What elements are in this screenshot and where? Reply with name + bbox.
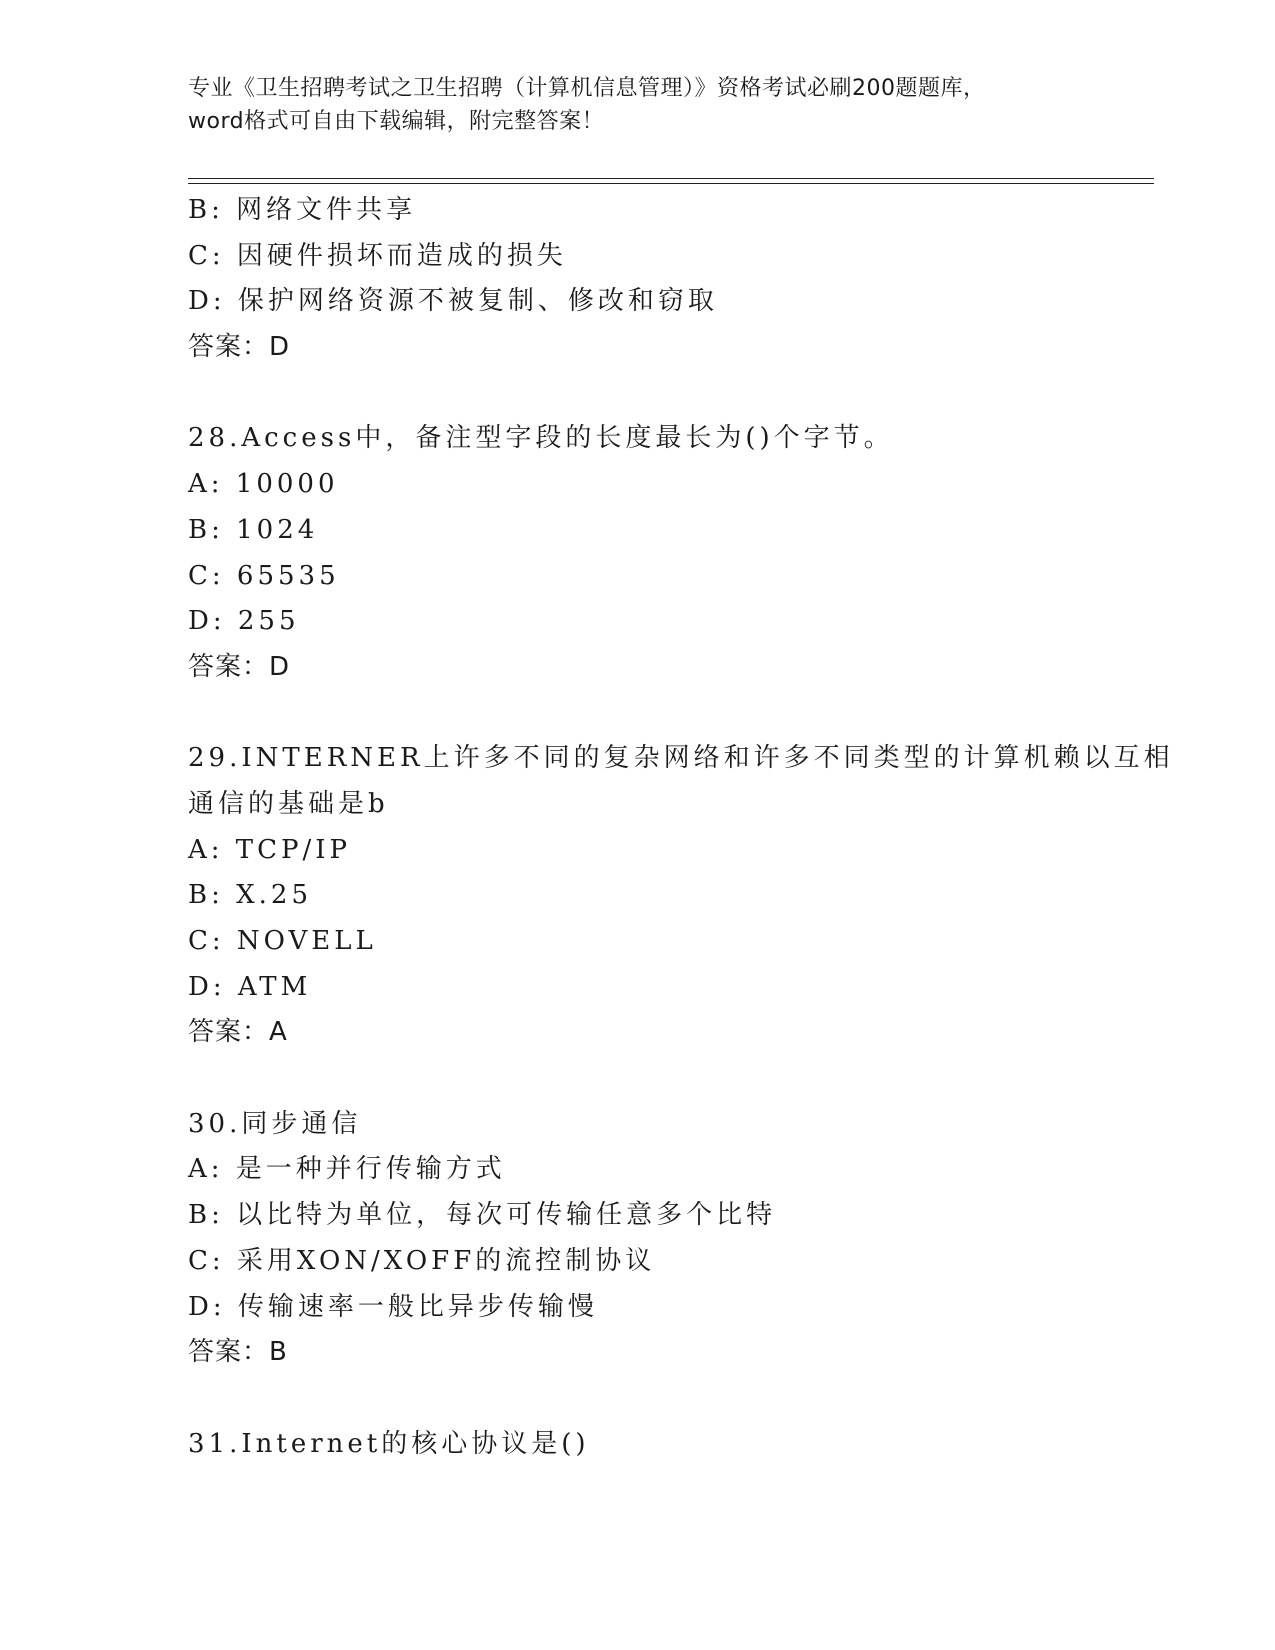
answer: 答案：D <box>188 332 291 363</box>
question-27-continuation <box>188 188 1154 371</box>
option-d: D: 保护网络资源不被复制、修改和窃取 <box>188 286 718 317</box>
header-line-1: 专业《卫生招聘考试之卫生招聘（计算机信息管理）》资格考试必刷200题题库， <box>188 76 986 101</box>
option-d: D: ATM <box>188 971 312 1002</box>
question-31 <box>188 1422 1154 1468</box>
question-29 <box>188 736 1174 1056</box>
question-30 <box>188 1102 1154 1376</box>
answer: 答案：B <box>188 1337 288 1368</box>
option-d: D: 255 <box>188 606 300 637</box>
option-b: B: 1024 <box>188 514 319 545</box>
option-b: B: 以比特为单位，每次可传输任意多个比特 <box>188 1200 777 1231</box>
option-d: D: 传输速率一般比异步传输慢 <box>188 1291 598 1322</box>
option-c: C: NOVELL <box>188 926 377 956</box>
header-rule-top <box>188 178 1154 179</box>
option-a: A: TCP/IP <box>188 834 352 865</box>
spacer <box>188 1376 1154 1422</box>
option-c: C: 65535 <box>188 560 340 591</box>
document-body <box>188 188 1174 1467</box>
option-a: A: 是一种并行传输方式 <box>188 1154 506 1185</box>
question-text: 31.Internet的核心协议是() <box>188 1428 590 1459</box>
option-b: B: X.25 <box>188 880 312 911</box>
option-c: C: 采用XON/XOFF的流控制协议 <box>188 1245 656 1276</box>
spacer <box>188 1056 1154 1102</box>
option-a: A: 10000 <box>188 469 339 500</box>
question-28 <box>188 416 1154 690</box>
option-b: B: 网络文件共享 <box>188 195 417 225</box>
question-text-cont: 通信的基础是b <box>188 788 389 819</box>
question-text: 29.INTERNER上许多不同的复杂网络和许多不同类型的计算机赖以互相 <box>188 743 1174 774</box>
spacer <box>188 691 1154 737</box>
page-header <box>188 72 1088 138</box>
question-text: 30.同步通信 <box>188 1108 362 1139</box>
answer: 答案：A <box>188 1017 288 1048</box>
answer: 答案：D <box>188 651 291 682</box>
header-line-2: word格式可自由下载编辑，附完整答案！ <box>188 109 605 134</box>
option-c: C: 因硬件损坏而造成的损失 <box>188 240 567 271</box>
spacer <box>188 371 1154 417</box>
question-text: 28.Access中，备注型字段的长度最长为()个字节。 <box>188 423 894 454</box>
header-rule-bottom <box>188 183 1154 184</box>
